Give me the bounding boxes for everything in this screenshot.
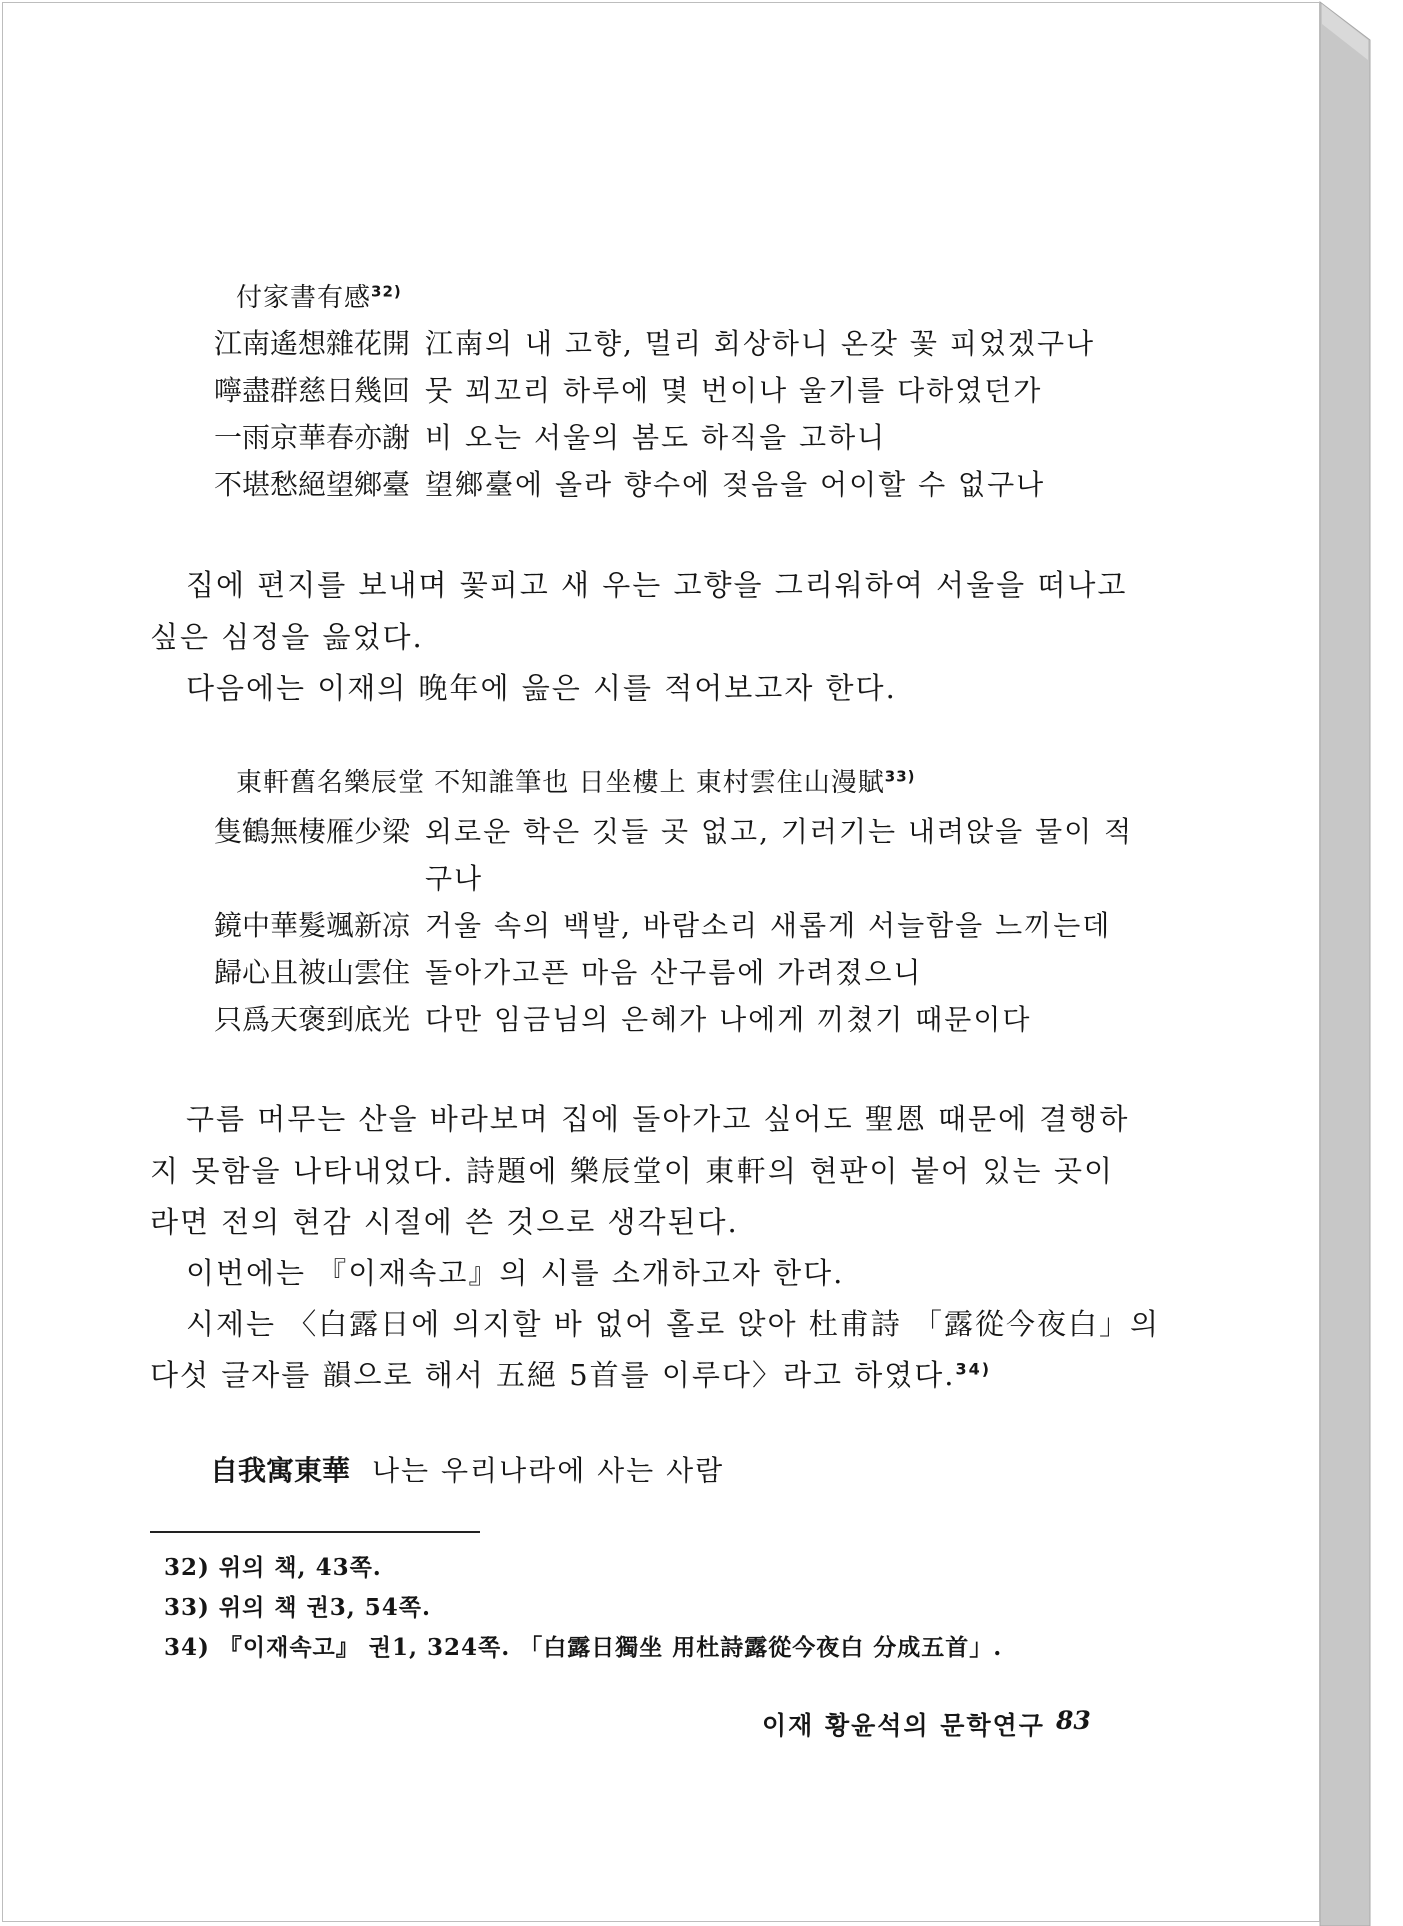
verse-hanja: 一雨京華春亦謝 bbox=[213, 421, 410, 454]
footnote-ref-33: 33) bbox=[884, 767, 916, 786]
verse-translation: 나는 우리나라에 사는 사람 bbox=[372, 1454, 725, 1487]
poem-1-verse-2 bbox=[0, 369, 1320, 415]
paragraph-2-line-6-text: 다섯 글자를 韻으로 해서 五絕 5首를 이루다〉라고 하였다. bbox=[150, 1358, 956, 1392]
poem-2-verse-1 bbox=[0, 810, 1320, 856]
paragraph-2-line-5: 시제는 〈白露日에 의지할 바 없어 홀로 앉아 杜甫詩 「露從今夜白」의 bbox=[186, 1307, 1160, 1341]
verse-hanja: 歸心且被山雲住 bbox=[213, 956, 410, 989]
poem-3-verse-1 bbox=[0, 1449, 1320, 1495]
verse-translation: 외로운 학은 깃들 곳 없고, 기러기는 내려앉을 물이 적 bbox=[425, 815, 1134, 848]
footnote-34: 34) 『이재속고』 권1, 324쪽. 「白露日獨坐 用杜詩露從今夜白 分成五首」. bbox=[164, 1634, 1003, 1661]
verse-translation: 비 오는 서울의 봄도 하직을 고하니 bbox=[425, 421, 887, 454]
verse-translation: 돌아가고픈 마음 산구름에 가려졌으니 bbox=[425, 956, 923, 989]
poem-1-title bbox=[236, 277, 402, 314]
verse-hanja: 嚀盡群慈日幾回 bbox=[213, 374, 410, 407]
poem-2-verse-4 bbox=[0, 998, 1320, 1044]
footnote-33: 33) 위의 책 권3, 54쪽. bbox=[164, 1594, 432, 1621]
verse-translation: 거울 속의 백발, 바람소리 새롭게 서늘함을 느끼는데 bbox=[425, 909, 1112, 942]
poem-2-title-text: 東軒舊名樂辰堂 不知誰筆也 日坐樓上 東村雲住山漫賦 bbox=[236, 768, 885, 798]
paragraph-2-line-6 bbox=[150, 1353, 991, 1394]
verse-translation: 뭇 꾀꼬리 하루에 몇 번이나 울기를 다하였던가 bbox=[425, 374, 1043, 407]
verse-hanja: 自我寓東華 bbox=[210, 1454, 351, 1487]
footnote-32: 32) 위의 책, 43쪽. bbox=[164, 1554, 382, 1581]
verse-hanja: 鏡中華髮颯新凉 bbox=[213, 909, 410, 942]
footnote-ref-34: 34) bbox=[955, 1359, 992, 1379]
footnote-rule bbox=[150, 1531, 480, 1533]
paragraph-2-line-1: 구름 머무는 산을 바라보며 집에 돌아가고 싶어도 聖恩 때문에 결행하 bbox=[186, 1102, 1130, 1136]
paragraph-1-line-1: 집에 편지를 보내며 꽃피고 새 우는 고향을 그리워하여 서울을 떠나고 bbox=[186, 568, 1128, 602]
paragraph-1-line-2: 싶은 심정을 읊었다. bbox=[150, 620, 424, 654]
verse-hanja: 江南遙想雜花開 bbox=[213, 327, 410, 360]
paragraph-1-line-3: 다음에는 이재의 晚年에 읊은 시를 적어보고자 한다. bbox=[186, 671, 897, 705]
poem-1-title-text: 付家書有感 bbox=[236, 283, 372, 313]
page-number: 83 bbox=[1056, 1706, 1091, 1735]
paragraph-2-line-4: 이번에는 『이재속고』의 시를 소개하고자 한다. bbox=[186, 1256, 845, 1290]
verse-translation: 다만 임금님의 은혜가 나에게 끼쳤기 때문이다 bbox=[425, 1003, 1032, 1036]
poem-1-verse-1 bbox=[0, 322, 1320, 368]
paragraph-2-line-2: 지 못함을 나타내었다. 詩題에 樂辰堂이 東軒의 현판이 붙어 있는 곳이 bbox=[150, 1154, 1114, 1188]
poem-2-verse-3 bbox=[0, 951, 1320, 997]
verse-translation: 江南의 내 고향, 멀리 회상하니 온갖 꽃 피었겠구나 bbox=[425, 327, 1096, 360]
verse-hanja: 只爲天褒到底光 bbox=[213, 1003, 410, 1036]
poem-1-verse-3 bbox=[0, 416, 1320, 462]
poem-2-verse-2 bbox=[0, 904, 1320, 950]
paragraph-2-line-3: 라면 전의 현감 시절에 쓴 것으로 생각된다. bbox=[150, 1205, 739, 1239]
verse-hanja: 不堪愁絕望鄉臺 bbox=[213, 468, 410, 501]
verse-hanja: 隻鶴無棲雁少梁 bbox=[213, 815, 410, 848]
verse-translation: 望鄉臺에 올라 향수에 젖음을 어이할 수 없구나 bbox=[425, 468, 1046, 501]
running-head: 이재 황윤석의 문학연구 bbox=[762, 1711, 1045, 1740]
poem-1-verse-4 bbox=[0, 463, 1320, 509]
poem-2-title bbox=[236, 762, 916, 799]
footnote-ref-32: 32) bbox=[371, 282, 402, 301]
poem-2-verse-1-continuation: 구나 bbox=[425, 862, 484, 895]
